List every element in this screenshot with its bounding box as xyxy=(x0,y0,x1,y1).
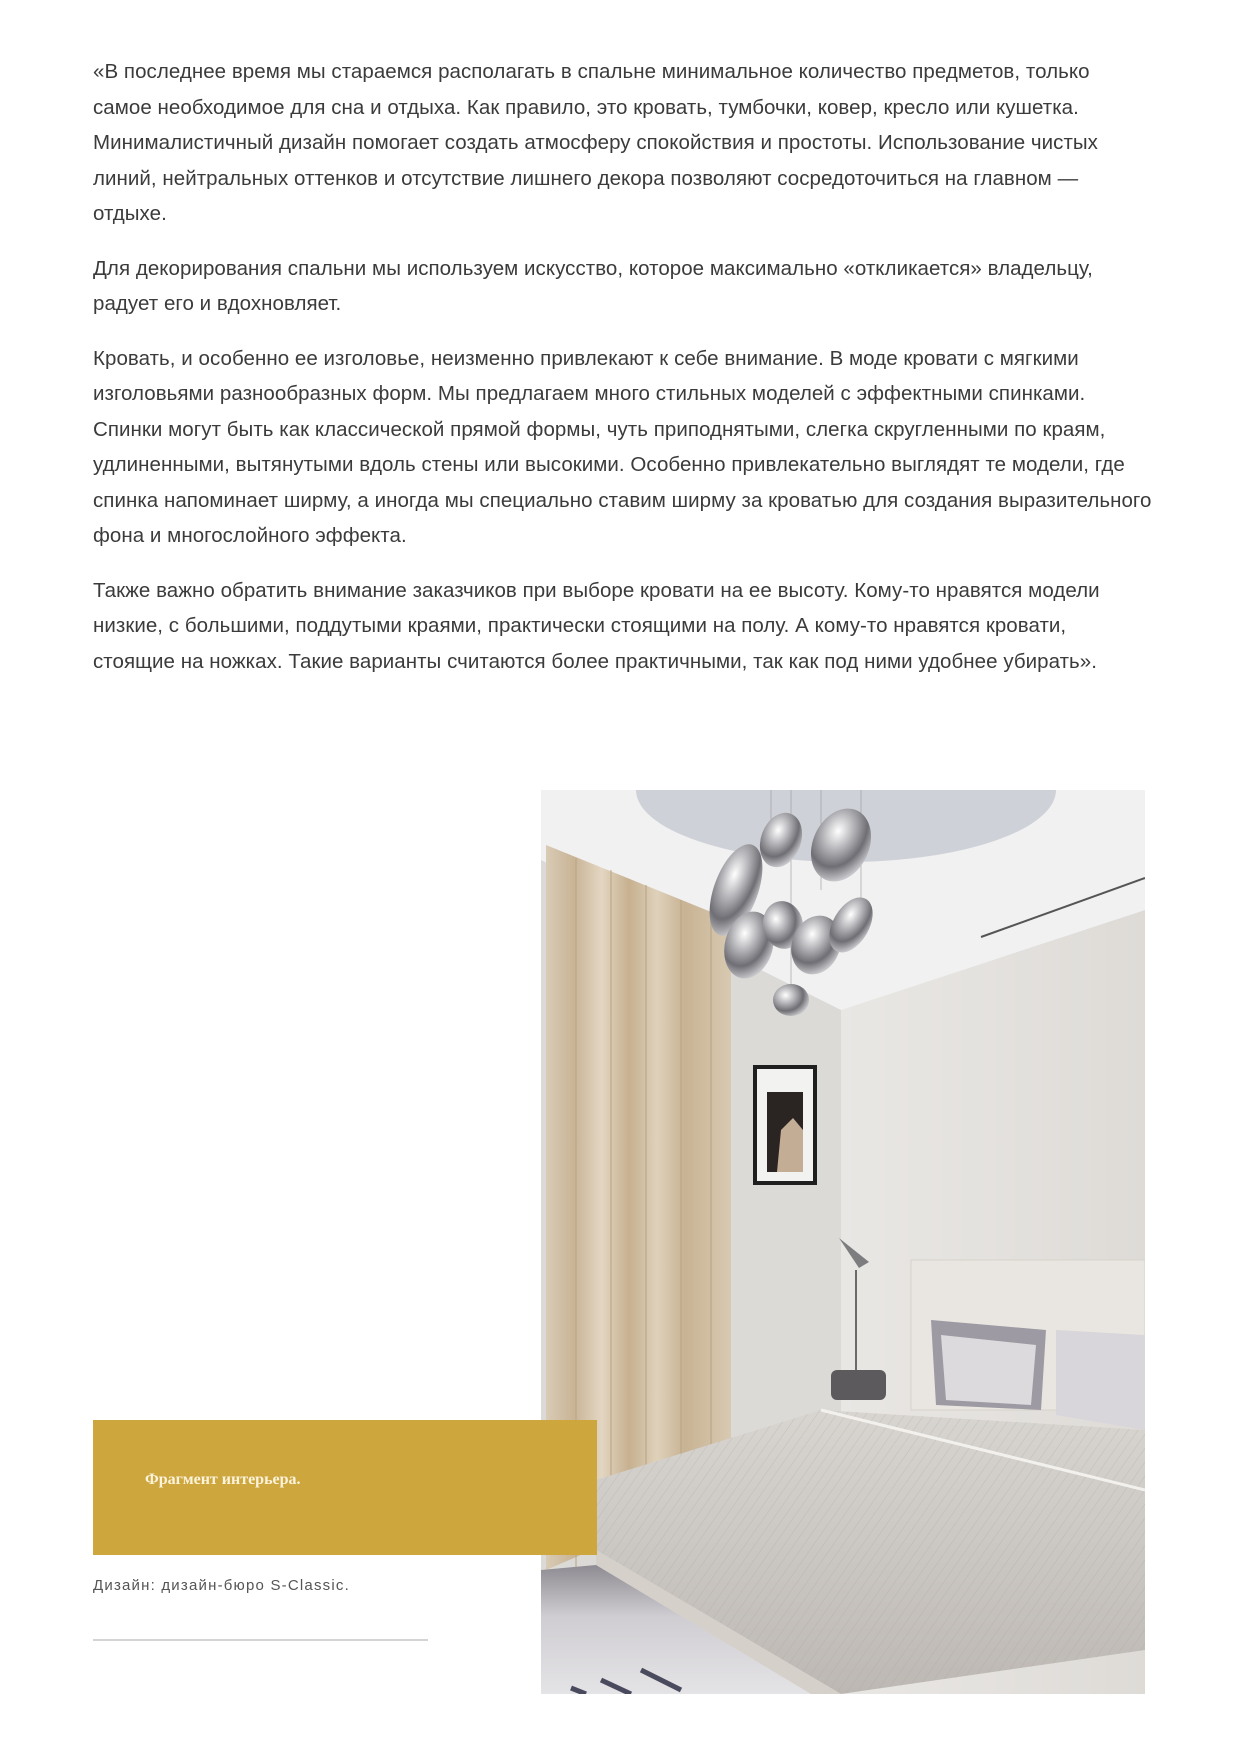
divider-line xyxy=(93,1639,428,1641)
figure-caption-box xyxy=(93,1420,597,1555)
article-paragraph: Кровать, и особенно ее изголовье, неизменно привлекают к себе внимание. В моде кровати с мягкими изголовьями разнообразных форм. Мы предлагаем много стильных моделей с эффектными спинками. Спинки могут быть как классической прямой формы, чуть приподнятыми, слегка скругленными по краям, удлиненными, вытянутыми вдоль стены или высокими. Особенно привлекательно выглядят те модели, где спинка напоминает ширму, а иногда мы специально ставим ширму за кроватью для создания выразительного фона и многослойного эффекта. xyxy=(93,346,1152,547)
figure-caption: Фрагмент интерьера. xyxy=(145,1471,301,1488)
article-paragraph: Для декорирования спальни мы используем искусство, которое максимально «откликается» владельцу, радует его и вдохновляет. xyxy=(93,256,1093,315)
bedroom-interior-photo xyxy=(541,790,1145,1694)
article-paragraph: Также важно обратить внимание заказчиков при выборе кровати на ее высоту. Кому-то нравятся модели низкие, с большими, поддутыми краями, практически стоящими на полу. А кому-то нравятся кровати, стоящие на ножках. Такие варианты считаются более практичными, так как под ними удобнее убирать». xyxy=(93,578,1100,673)
article-paragraph: «В последнее время мы стараемся располагать в спальне минимальное количество предметов, только самое необходимое для сна и отдыха. Как правило, это кровать, тумбочки, ковер, кресло или кушетка. Минималистичный дизайн помогает создать атмосферу спокойствия и простоты. Использование чистых линий, нейтральных оттенков и отсутствие лишнего декора позволяют сосредоточиться на главном — отдыхе. xyxy=(93,60,1098,225)
photo-illustration xyxy=(541,790,1145,1694)
article-body xyxy=(93,54,1153,698)
design-credit: Дизайн: дизайн-бюро S-Classic. xyxy=(93,1577,350,1594)
